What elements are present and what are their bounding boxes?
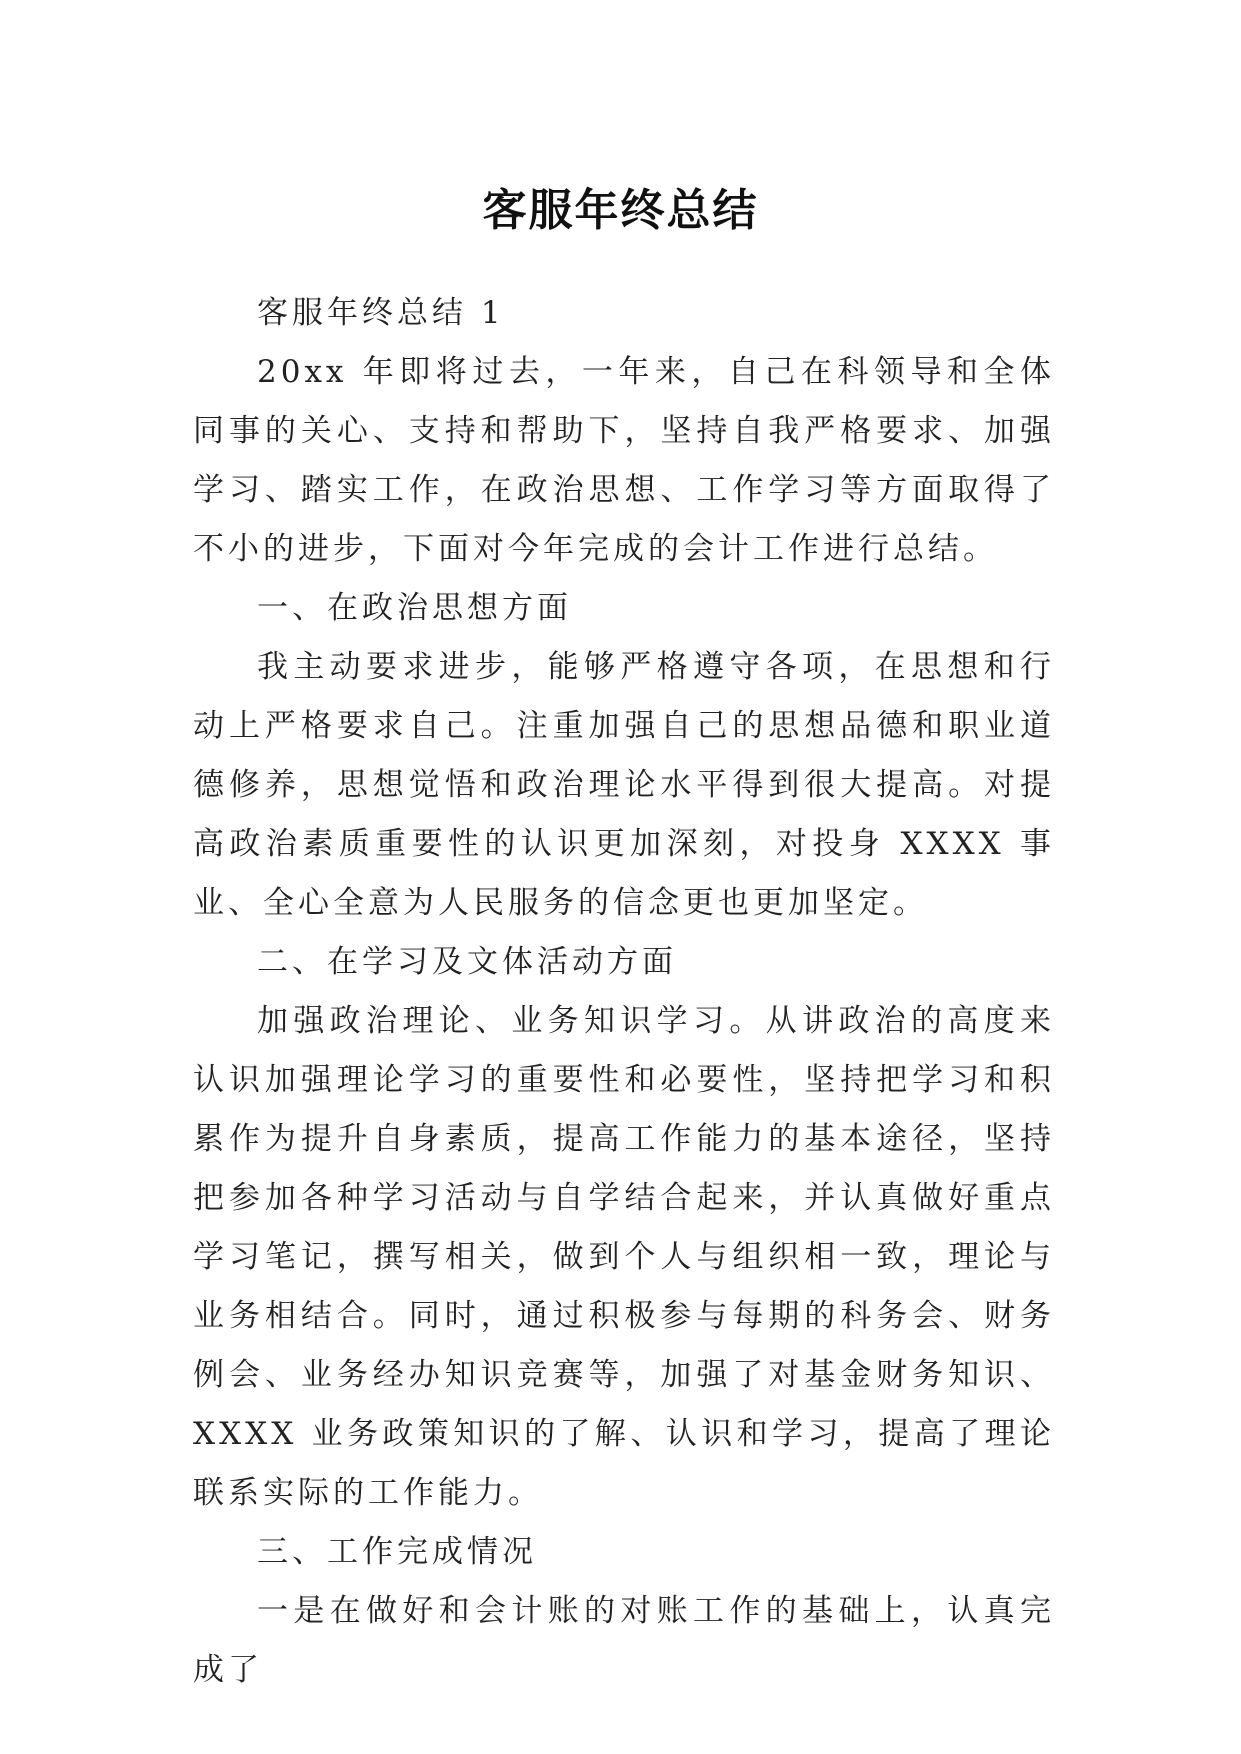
document-body — [193, 284, 1055, 1700]
study-paragraph: 加强政治理论、业务知识学习。从讲政治的高度来认识加强理论学习的重要性和必要性，坚持把学习和积累作为提升自身素质，提高工作能力的基本途径，坚持把参加各种学习活动与自学结合起来，并认真做好重点学习笔记，撰写相关，做到个人与组织相一致，理论与业务相结合。同时，通过积极参与每期的科务会、财务例会、业务经办知识竞赛等，加强了对基金财务知识、XXXX 业务政策知识的了解、认识和学习，提高了理论联系实际的工作能力。 — [193, 1003, 1055, 1511]
section-heading-work: 三、工作完成情况 — [257, 1534, 537, 1570]
intro-paragraph: 20xx 年即将过去，一年来，自己在科领导和全体同事的关心、支持和帮助下，坚持自我严格要求、加强学习、踏实工作，在政治思想、工作学习等方面取得了不小的进步，下面对今年完成的会计工作进行总结。 — [193, 354, 1055, 567]
political-paragraph: 我主动要求进步，能够严格遵守各项，在思想和行动上严格要求自己。注重加强自己的思想品德和职业道德修养，思想觉悟和政治理论水平得到很大提高。对提高政治素质重要性的认识更加深刻，对投身 XXXX 事业、全心全意为人民服务的信念更也更加坚定。 — [193, 649, 1055, 921]
document-title: 客服年终总结 — [482, 185, 759, 237]
section-heading-political: 一、在政治思想方面 — [257, 590, 572, 626]
subtitle-paragraph: 客服年终总结 1 — [257, 295, 505, 331]
section-heading-study: 二、在学习及文体活动方面 — [257, 944, 677, 980]
work-paragraph: 一是在做好和会计账的对账工作的基础上，认真完成了 — [193, 1593, 1055, 1688]
